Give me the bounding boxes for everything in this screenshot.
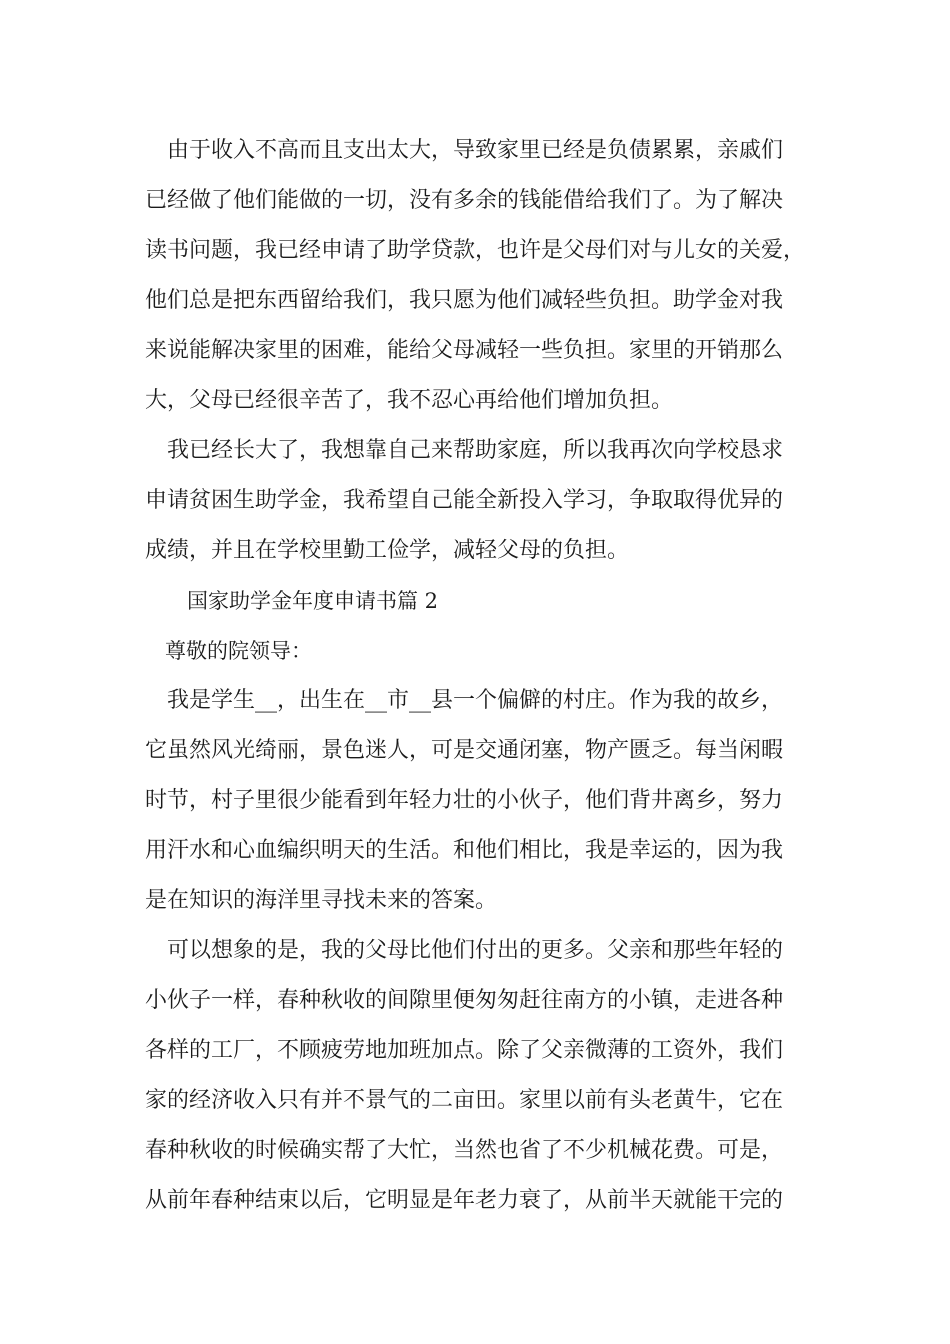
text-line: 它虽然风光绮丽，景色迷人，可是交通闭塞，物产匮乏。每当闲暇 <box>145 738 784 763</box>
text-line: 读书问题，我已经申请了助学贷款，也许是父母们对与儿女的关爱， <box>145 238 806 263</box>
salutation: 尊敬的院领导： <box>165 639 312 663</box>
text-line: 申请贫困生助学金，我希望自己能全新投入学习，争取取得优异的 <box>145 488 784 513</box>
section-heading: 国家助学金年度申请书篇 2 <box>187 589 439 613</box>
text-line: 可以想象的是，我的父母比他们付出的更多。父亲和那些年轻的 <box>145 938 784 963</box>
text-line: 大，父母已经很辛苦了，我不忍心再给他们增加负担。 <box>145 388 674 413</box>
text-line: 成绩，并且在学校里勤工俭学，减轻父母的负担。 <box>145 538 630 563</box>
text-line: 时节，村子里很少能看到年轻力壮的小伙子，他们背井离乡，努力 <box>145 788 784 813</box>
text-line: 我已经长大了，我想靠自己来帮助家庭，所以我再次向学校恳求 <box>145 438 784 463</box>
paragraph-2 <box>145 426 825 576</box>
text-line: 已经做了他们能做的一切，没有多余的钱能借给我们了。为了解决 <box>145 188 784 213</box>
text-line: 从前年春种结束以后，它明显是年老力衰了，从前半天就能干完的 <box>145 1188 784 1213</box>
text-line: 我是学生__，出生在__市__县一个偏僻的村庄。作为我的故乡， <box>145 688 784 713</box>
paragraph-1 <box>145 126 825 426</box>
document-body <box>145 126 825 1226</box>
text-line: 由于收入不高而且支出太大，导致家里已经是负债累累，亲戚们 <box>145 138 784 163</box>
text-line: 他们总是把东西留给我们，我只愿为他们减轻些负担。助学金对我 <box>145 288 784 313</box>
paragraph-4 <box>145 926 825 1226</box>
text-line: 用汗水和心血编织明天的生活。和他们相比，我是幸运的，因为我 <box>145 838 784 863</box>
text-line: 家的经济收入只有并不景气的二亩田。家里以前有头老黄牛，它在 <box>145 1088 784 1113</box>
text-line: 各样的工厂，不顾疲劳地加班加点。除了父亲微薄的工资外，我们 <box>145 1038 784 1063</box>
text-line: 是在知识的海洋里寻找未来的答案。 <box>145 888 498 913</box>
text-line: 春种秋收的时候确实帮了大忙，当然也省了不少机械花费。可是， <box>145 1138 784 1163</box>
text-line: 小伙子一样，春种秋收的间隙里便匆匆赶往南方的小镇，走进各种 <box>145 988 784 1013</box>
paragraph-3 <box>145 676 825 926</box>
text-line: 来说能解决家里的困难，能给父母减轻一些负担。家里的开销那么 <box>145 338 784 363</box>
